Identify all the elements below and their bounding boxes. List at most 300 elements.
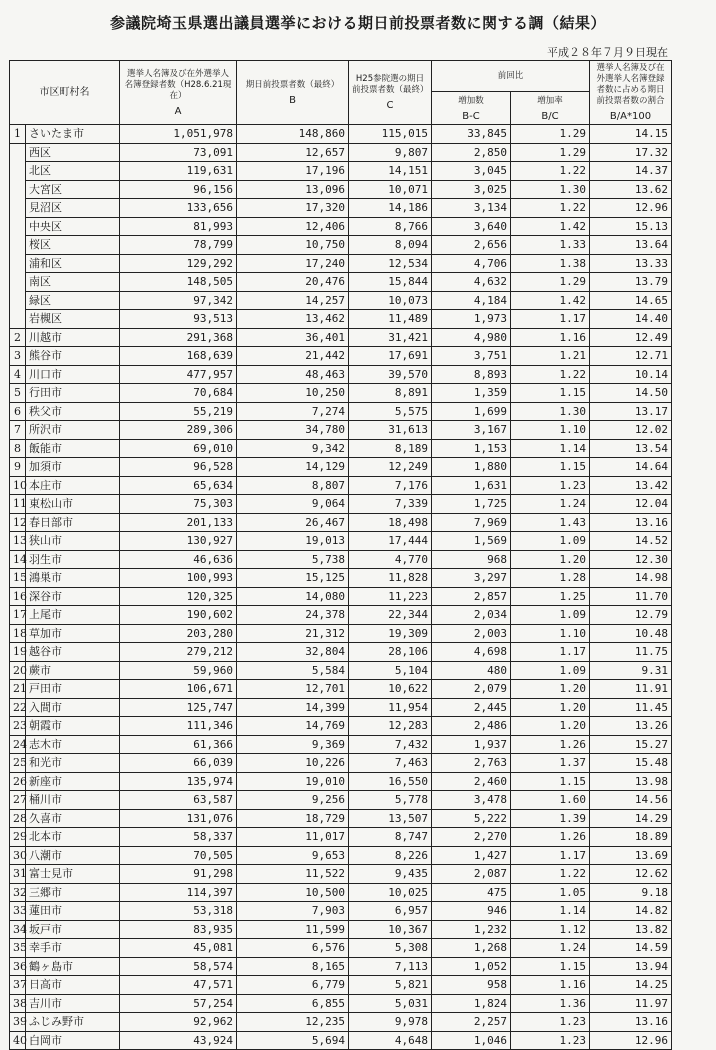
previous-early-voters-cell: 5,778 [349, 791, 432, 810]
table-row [10, 328, 672, 347]
row-number-cell: 36 [10, 957, 26, 976]
row-number-cell [10, 273, 26, 292]
row-number-cell [10, 143, 26, 162]
header-increase-rate [511, 92, 590, 125]
previous-early-voters-cell: 9,978 [349, 1013, 432, 1032]
municipality-name-cell: 春日部市 [26, 513, 120, 532]
increase-rate-cell: 1.15 [511, 957, 590, 976]
early-voters-cell: 7,274 [237, 402, 349, 421]
early-voters-cell: 12,406 [237, 217, 349, 236]
municipality-name-cell: 八潮市 [26, 846, 120, 865]
registered-voters-cell: 279,212 [120, 643, 237, 662]
increase-rate-cell: 1.39 [511, 809, 590, 828]
increase-rate-cell: 1.10 [511, 624, 590, 643]
increase-rate-cell: 1.38 [511, 254, 590, 273]
previous-early-voters-cell: 115,015 [349, 125, 432, 144]
early-voters-cell: 34,780 [237, 421, 349, 440]
row-number-cell: 31 [10, 865, 26, 884]
increase-rate-cell: 1.09 [511, 532, 590, 551]
previous-early-voters-cell: 5,031 [349, 994, 432, 1013]
previous-early-voters-cell: 14,186 [349, 199, 432, 218]
table-row [10, 957, 672, 976]
increase-rate-cell: 1.29 [511, 273, 590, 292]
early-voters-cell: 18,729 [237, 809, 349, 828]
table-row [10, 458, 672, 477]
row-number-cell: 8 [10, 439, 26, 458]
early-voters-cell: 9,653 [237, 846, 349, 865]
row-number-cell: 16 [10, 587, 26, 606]
previous-early-voters-cell: 16,550 [349, 772, 432, 791]
increase-cell: 1,880 [432, 458, 511, 477]
increase-rate-cell: 1.22 [511, 162, 590, 181]
header-municipality: 市区町村名 [10, 61, 120, 125]
row-number-cell: 39 [10, 1013, 26, 1032]
early-voters-cell: 12,701 [237, 680, 349, 699]
previous-early-voters-cell: 6,957 [349, 902, 432, 921]
increase-cell: 2,850 [432, 143, 511, 162]
early-vote-ratio-cell: 10.14 [590, 365, 672, 384]
increase-rate-cell: 1.25 [511, 587, 590, 606]
previous-early-voters-cell: 18,498 [349, 513, 432, 532]
early-voters-cell: 9,256 [237, 791, 349, 810]
increase-cell: 2,460 [432, 772, 511, 791]
early-voters-cell: 15,125 [237, 569, 349, 588]
early-vote-ratio-cell: 11.91 [590, 680, 672, 699]
row-number-cell: 20 [10, 661, 26, 680]
increase-cell: 2,445 [432, 698, 511, 717]
early-voters-cell: 14,080 [237, 587, 349, 606]
early-vote-ratio-cell: 9.31 [590, 661, 672, 680]
registered-voters-cell: 1,051,978 [120, 125, 237, 144]
early-voters-cell: 12,657 [237, 143, 349, 162]
increase-rate-cell: 1.36 [511, 994, 590, 1013]
increase-cell: 2,763 [432, 754, 511, 773]
municipality-name-cell: 狭山市 [26, 532, 120, 551]
registered-voters-cell: 125,747 [120, 698, 237, 717]
previous-early-voters-cell: 7,339 [349, 495, 432, 514]
increase-cell: 4,980 [432, 328, 511, 347]
previous-early-voters-cell: 12,534 [349, 254, 432, 273]
increase-rate-cell: 1.09 [511, 661, 590, 680]
increase-rate-cell: 1.15 [511, 384, 590, 403]
row-number-cell: 28 [10, 809, 26, 828]
row-number-cell: 6 [10, 402, 26, 421]
row-number-cell [10, 236, 26, 255]
municipality-name-cell: 三郷市 [26, 883, 120, 902]
row-number-cell [10, 180, 26, 199]
increase-cell: 1,631 [432, 476, 511, 495]
row-number-cell: 23 [10, 717, 26, 736]
increase-rate-cell: 1.22 [511, 865, 590, 884]
municipality-name-cell: 南区 [26, 273, 120, 292]
row-number-cell: 30 [10, 846, 26, 865]
previous-early-voters-cell: 7,176 [349, 476, 432, 495]
increase-rate-cell: 1.26 [511, 828, 590, 847]
increase-cell: 3,640 [432, 217, 511, 236]
increase-cell: 1,937 [432, 735, 511, 754]
previous-early-voters-cell: 8,766 [349, 217, 432, 236]
table-row [10, 680, 672, 699]
increase-rate-cell: 1.14 [511, 439, 590, 458]
table-row [10, 384, 672, 403]
previous-early-voters-cell: 28,106 [349, 643, 432, 662]
table-row [10, 698, 672, 717]
early-voters-cell: 26,467 [237, 513, 349, 532]
header-early-voters-label: 期日前投票者数（最終） [245, 79, 340, 90]
early-voters-cell: 17,320 [237, 199, 349, 218]
previous-early-voters-cell: 10,367 [349, 920, 432, 939]
registered-voters-cell: 45,081 [120, 939, 237, 958]
municipality-name-cell: 本庄市 [26, 476, 120, 495]
early-vote-ratio-cell: 17.32 [590, 143, 672, 162]
early-voters-cell: 5,738 [237, 550, 349, 569]
registered-voters-cell: 58,574 [120, 957, 237, 976]
table-row [10, 162, 672, 181]
increase-rate-cell: 1.42 [511, 217, 590, 236]
early-voters-cell: 21,442 [237, 347, 349, 366]
early-voters-cell: 14,399 [237, 698, 349, 717]
table-row [10, 347, 672, 366]
increase-rate-cell: 1.23 [511, 1031, 590, 1050]
header-b-letter: B [289, 94, 296, 106]
table-row [10, 495, 672, 514]
registered-voters-cell: 69,010 [120, 439, 237, 458]
row-number-cell: 18 [10, 624, 26, 643]
header-previous-early-voters [349, 61, 432, 125]
increase-cell: 1,153 [432, 439, 511, 458]
municipality-name-cell: 川口市 [26, 365, 120, 384]
increase-cell: 1,973 [432, 310, 511, 329]
early-voters-cell: 48,463 [237, 365, 349, 384]
registered-voters-cell: 70,505 [120, 846, 237, 865]
row-number-cell: 11 [10, 495, 26, 514]
early-vote-ratio-cell: 11.97 [590, 994, 672, 1013]
early-voters-cell: 8,807 [237, 476, 349, 495]
increase-cell: 5,222 [432, 809, 511, 828]
table-row [10, 828, 672, 847]
row-number-cell: 26 [10, 772, 26, 791]
registered-voters-cell: 133,656 [120, 199, 237, 218]
registered-voters-cell: 66,039 [120, 754, 237, 773]
early-vote-ratio-cell: 14.82 [590, 902, 672, 921]
row-number-cell: 29 [10, 828, 26, 847]
table-row [10, 550, 672, 569]
previous-early-voters-cell: 8,094 [349, 236, 432, 255]
municipality-name-cell: 行田市 [26, 384, 120, 403]
municipality-name-cell: 浦和区 [26, 254, 120, 273]
municipality-name-cell: 朝霞市 [26, 717, 120, 736]
table-row [10, 439, 672, 458]
table-row [10, 735, 672, 754]
header-a-letter: A [174, 105, 182, 117]
early-vote-ratio-cell: 12.79 [590, 606, 672, 625]
increase-rate-cell: 1.09 [511, 606, 590, 625]
early-vote-ratio-cell: 10.48 [590, 624, 672, 643]
registered-voters-cell: 289,306 [120, 421, 237, 440]
increase-cell: 8,893 [432, 365, 511, 384]
registered-voters-cell: 46,636 [120, 550, 237, 569]
table-row [10, 236, 672, 255]
increase-rate-cell: 1.21 [511, 347, 590, 366]
increase-cell: 2,079 [432, 680, 511, 699]
increase-cell: 480 [432, 661, 511, 680]
row-number-cell: 27 [10, 791, 26, 810]
increase-cell: 1,699 [432, 402, 511, 421]
registered-voters-cell: 100,993 [120, 569, 237, 588]
early-vote-ratio-cell: 13.33 [590, 254, 672, 273]
early-vote-ratio-cell: 13.16 [590, 513, 672, 532]
row-number-cell [10, 254, 26, 273]
registered-voters-cell: 58,337 [120, 828, 237, 847]
increase-cell: 1,824 [432, 994, 511, 1013]
increase-cell: 3,134 [432, 199, 511, 218]
early-voters-cell: 5,584 [237, 661, 349, 680]
previous-early-voters-cell: 10,073 [349, 291, 432, 310]
row-number-cell [10, 162, 26, 181]
header-previous-early-voters-label: H25参院選の期日前投票者数（最終） [352, 74, 429, 95]
previous-early-voters-cell: 5,575 [349, 402, 432, 421]
early-voters-cell: 20,476 [237, 273, 349, 292]
previous-early-voters-cell: 5,821 [349, 976, 432, 995]
increase-cell: 1,569 [432, 532, 511, 551]
as-of-date: 平成２８年７月９日現在 [547, 46, 668, 59]
early-vote-ratio-cell: 11.45 [590, 698, 672, 717]
early-vote-ratio-cell: 12.30 [590, 550, 672, 569]
table-row [10, 476, 672, 495]
early-voters-cell: 9,369 [237, 735, 349, 754]
previous-early-voters-cell: 31,421 [349, 328, 432, 347]
registered-voters-cell: 148,505 [120, 273, 237, 292]
early-voters-cell: 36,401 [237, 328, 349, 347]
increase-rate-cell: 1.23 [511, 476, 590, 495]
increase-rate-cell: 1.16 [511, 976, 590, 995]
municipality-name-cell: 緑区 [26, 291, 120, 310]
early-voters-cell: 7,903 [237, 902, 349, 921]
municipality-name-cell: 秩父市 [26, 402, 120, 421]
municipality-name-cell: 越谷市 [26, 643, 120, 662]
previous-early-voters-cell: 22,344 [349, 606, 432, 625]
increase-cell: 1,232 [432, 920, 511, 939]
registered-voters-cell: 55,219 [120, 402, 237, 421]
previous-early-voters-cell: 12,249 [349, 458, 432, 477]
row-number-cell: 10 [10, 476, 26, 495]
municipality-name-cell: 熊谷市 [26, 347, 120, 366]
early-voters-cell: 14,257 [237, 291, 349, 310]
header-increase-letter: B-C [462, 111, 480, 122]
increase-cell: 1,268 [432, 939, 511, 958]
early-vote-ratio-cell: 13.26 [590, 717, 672, 736]
increase-cell: 2,857 [432, 587, 511, 606]
municipality-name-cell: 北本市 [26, 828, 120, 847]
increase-rate-cell: 1.24 [511, 939, 590, 958]
registered-voters-cell: 114,397 [120, 883, 237, 902]
early-voters-cell: 17,196 [237, 162, 349, 181]
table-row [10, 865, 672, 884]
registered-voters-cell: 65,634 [120, 476, 237, 495]
increase-cell: 968 [432, 550, 511, 569]
table-row [10, 421, 672, 440]
header-previous-comparison: 前回比 [432, 61, 590, 92]
early-voters-cell: 14,129 [237, 458, 349, 477]
previous-early-voters-cell: 12,283 [349, 717, 432, 736]
row-number-cell: 37 [10, 976, 26, 995]
increase-cell: 3,025 [432, 180, 511, 199]
row-number-cell [10, 217, 26, 236]
increase-rate-cell: 1.29 [511, 125, 590, 144]
early-voters-cell: 14,769 [237, 717, 349, 736]
table-row [10, 587, 672, 606]
registered-voters-cell: 190,602 [120, 606, 237, 625]
early-voters-cell: 19,010 [237, 772, 349, 791]
table-row [10, 217, 672, 236]
early-voters-cell: 13,096 [237, 180, 349, 199]
registered-voters-cell: 75,303 [120, 495, 237, 514]
increase-cell: 1,046 [432, 1031, 511, 1050]
table-row [10, 809, 672, 828]
header-ratio-label: 選挙人名簿及び在外選挙人名簿登録者数に占める期日前投票者数の割合 [596, 63, 665, 106]
previous-early-voters-cell: 7,463 [349, 754, 432, 773]
previous-early-voters-cell: 5,104 [349, 661, 432, 680]
increase-cell: 4,632 [432, 273, 511, 292]
early-vote-ratio-cell: 14.56 [590, 791, 672, 810]
row-number-cell: 25 [10, 754, 26, 773]
early-vote-ratio-cell: 15.13 [590, 217, 672, 236]
increase-rate-cell: 1.14 [511, 902, 590, 921]
row-number-cell [10, 310, 26, 329]
registered-voters-cell: 81,993 [120, 217, 237, 236]
early-vote-ratio-cell: 12.62 [590, 865, 672, 884]
early-vote-ratio-cell: 14.37 [590, 162, 672, 181]
table-row [10, 920, 672, 939]
early-vote-ratio-cell: 14.40 [590, 310, 672, 329]
early-vote-ratio-cell: 12.02 [590, 421, 672, 440]
previous-early-voters-cell: 8,747 [349, 828, 432, 847]
early-voters-cell: 21,312 [237, 624, 349, 643]
early-vote-ratio-cell: 11.70 [590, 587, 672, 606]
early-vote-ratio-cell: 12.71 [590, 347, 672, 366]
header-ratio [590, 61, 672, 125]
early-voters-cell: 10,226 [237, 754, 349, 773]
municipality-name-cell: 飯能市 [26, 439, 120, 458]
increase-cell: 1,725 [432, 495, 511, 514]
table-row [10, 569, 672, 588]
row-number-cell: 21 [10, 680, 26, 699]
registered-voters-cell: 73,091 [120, 143, 237, 162]
header-ratio-letter: B/A*100 [609, 111, 652, 122]
registered-voters-cell: 135,974 [120, 772, 237, 791]
table-row [10, 976, 672, 995]
row-number-cell: 7 [10, 421, 26, 440]
increase-rate-cell: 1.30 [511, 180, 590, 199]
municipality-name-cell: 西区 [26, 143, 120, 162]
municipality-name-cell: 新座市 [26, 772, 120, 791]
increase-rate-cell: 1.17 [511, 643, 590, 662]
registered-voters-cell: 291,368 [120, 328, 237, 347]
header-increase-label: 増加数 [458, 96, 484, 106]
increase-rate-cell: 1.42 [511, 291, 590, 310]
previous-early-voters-cell: 5,308 [349, 939, 432, 958]
registered-voters-cell: 59,960 [120, 661, 237, 680]
table-row [10, 754, 672, 773]
row-number-cell: 4 [10, 365, 26, 384]
municipality-name-cell: 深谷市 [26, 587, 120, 606]
increase-cell: 2,034 [432, 606, 511, 625]
early-voters-cell: 17,240 [237, 254, 349, 273]
previous-early-voters-cell: 10,622 [349, 680, 432, 699]
row-number-cell: 3 [10, 347, 26, 366]
row-number-cell: 33 [10, 902, 26, 921]
row-number-cell: 15 [10, 569, 26, 588]
municipality-name-cell: 桶川市 [26, 791, 120, 810]
registered-voters-cell: 168,639 [120, 347, 237, 366]
table-row [10, 939, 672, 958]
increase-cell: 3,045 [432, 162, 511, 181]
increase-cell: 2,486 [432, 717, 511, 736]
results-table [9, 60, 672, 1050]
increase-cell: 946 [432, 902, 511, 921]
increase-cell: 2,656 [432, 236, 511, 255]
municipality-name-cell: 吉川市 [26, 994, 120, 1013]
early-vote-ratio-cell: 13.16 [590, 1013, 672, 1032]
previous-early-voters-cell: 11,954 [349, 698, 432, 717]
row-number-cell: 13 [10, 532, 26, 551]
previous-early-voters-cell: 7,113 [349, 957, 432, 976]
municipality-name-cell: 加須市 [26, 458, 120, 477]
municipality-name-cell: 坂戸市 [26, 920, 120, 939]
early-vote-ratio-cell: 14.50 [590, 384, 672, 403]
municipality-name-cell: 桜区 [26, 236, 120, 255]
table-row [10, 791, 672, 810]
previous-early-voters-cell: 15,844 [349, 273, 432, 292]
early-vote-ratio-cell: 15.27 [590, 735, 672, 754]
increase-rate-cell: 1.22 [511, 365, 590, 384]
table-row [10, 717, 672, 736]
early-vote-ratio-cell: 11.75 [590, 643, 672, 662]
municipality-name-cell: 幸手市 [26, 939, 120, 958]
registered-voters-cell: 96,156 [120, 180, 237, 199]
increase-cell: 3,167 [432, 421, 511, 440]
early-vote-ratio-cell: 14.52 [590, 532, 672, 551]
row-number-cell: 22 [10, 698, 26, 717]
previous-early-voters-cell: 14,151 [349, 162, 432, 181]
table-row [10, 846, 672, 865]
table-row [10, 532, 672, 551]
early-vote-ratio-cell: 14.64 [590, 458, 672, 477]
early-voters-cell: 11,599 [237, 920, 349, 939]
municipality-name-cell: 北区 [26, 162, 120, 181]
increase-rate-cell: 1.17 [511, 310, 590, 329]
increase-rate-cell: 1.17 [511, 846, 590, 865]
early-voters-cell: 5,694 [237, 1031, 349, 1050]
municipality-name-cell: 大宮区 [26, 180, 120, 199]
increase-rate-cell: 1.23 [511, 1013, 590, 1032]
increase-cell: 2,270 [432, 828, 511, 847]
increase-cell: 958 [432, 976, 511, 995]
table-row [10, 772, 672, 791]
early-voters-cell: 9,064 [237, 495, 349, 514]
early-voters-cell: 24,378 [237, 606, 349, 625]
previous-early-voters-cell: 4,770 [349, 550, 432, 569]
row-number-cell: 24 [10, 735, 26, 754]
municipality-name-cell: 鶴ヶ島市 [26, 957, 120, 976]
municipality-name-cell: 白岡市 [26, 1031, 120, 1050]
increase-rate-cell: 1.60 [511, 791, 590, 810]
increase-rate-cell: 1.24 [511, 495, 590, 514]
increase-rate-cell: 1.20 [511, 550, 590, 569]
registered-voters-cell: 47,571 [120, 976, 237, 995]
registered-voters-cell: 120,325 [120, 587, 237, 606]
table-row [10, 273, 672, 292]
